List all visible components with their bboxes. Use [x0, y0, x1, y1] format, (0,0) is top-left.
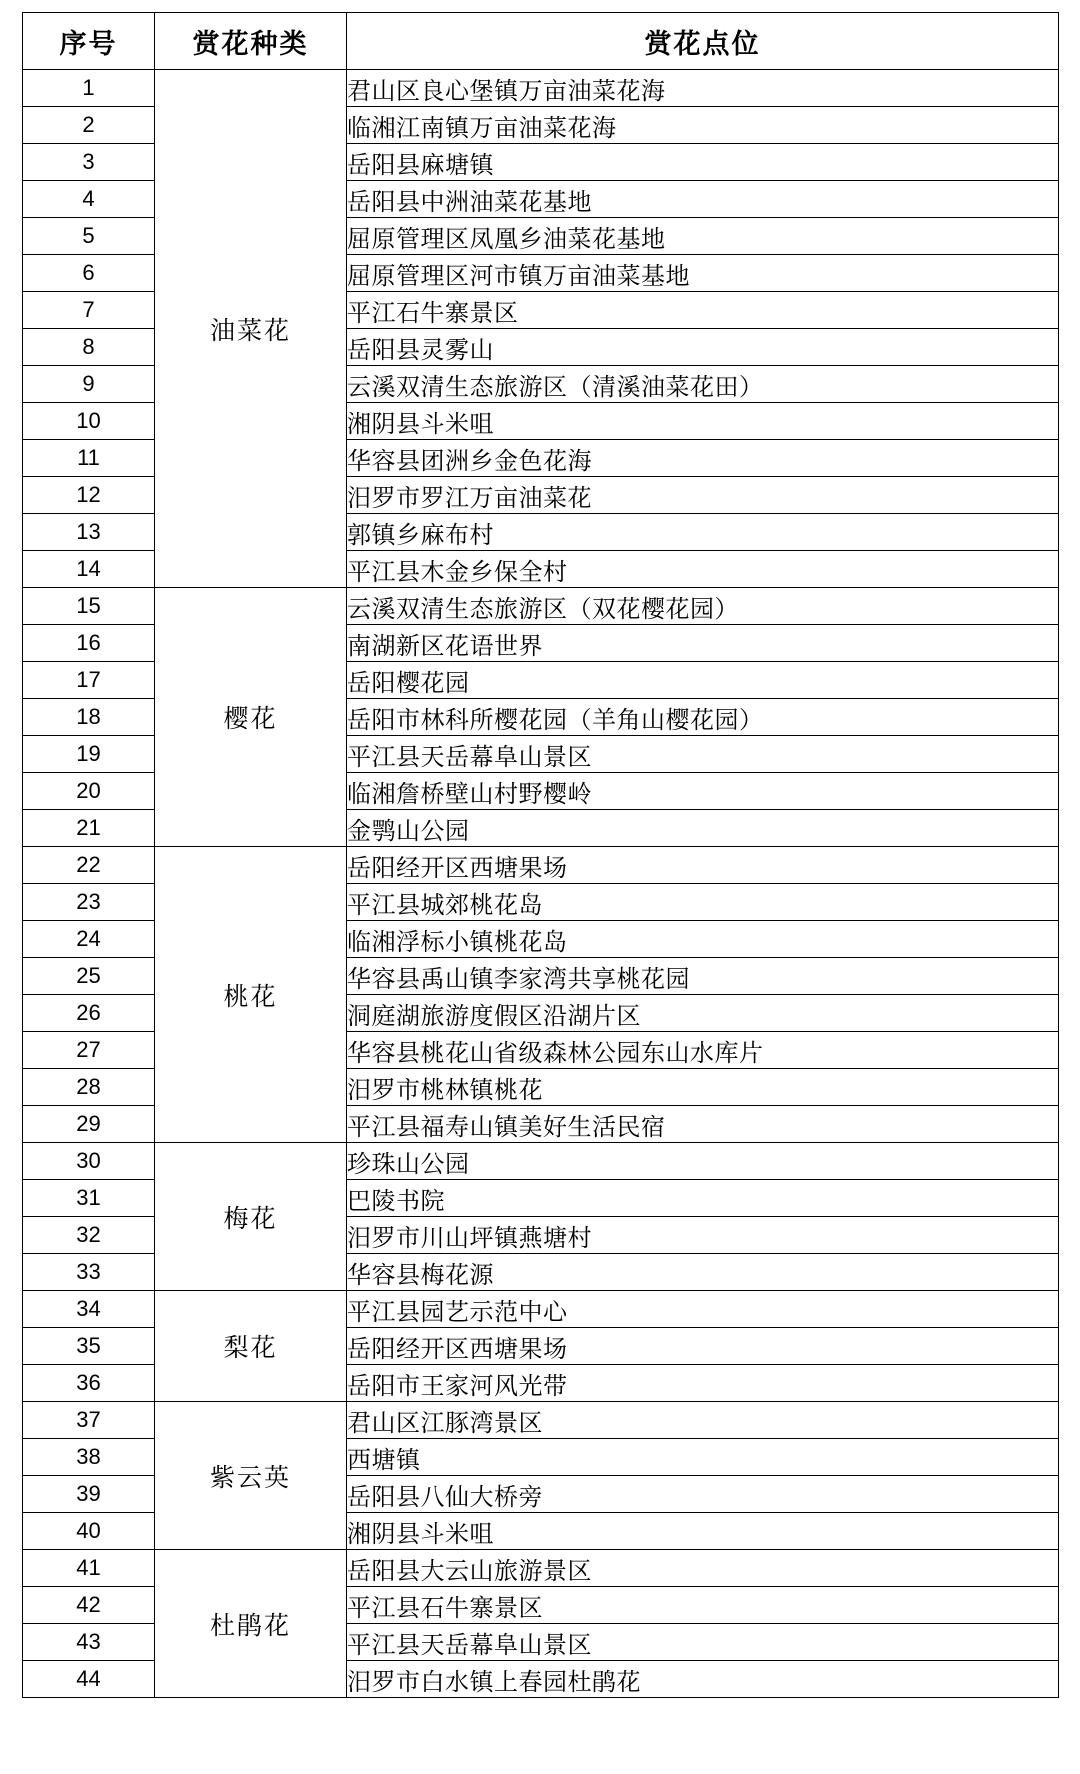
- viewing-site-cell: 平江县城郊桃花岛: [347, 884, 1059, 921]
- viewing-site-cell: 平江县天岳幕阜山景区: [347, 1624, 1059, 1661]
- table-row: [23, 1402, 1059, 1439]
- table-body: [23, 70, 1059, 1698]
- row-index-cell: 5: [23, 218, 155, 255]
- row-index-cell: 40: [23, 1513, 155, 1550]
- row-index-cell: 32: [23, 1217, 155, 1254]
- table-row: [23, 847, 1059, 884]
- flower-type-cell: 梅花: [155, 1143, 347, 1291]
- viewing-site-cell: 华容县桃花山省级森林公园东山水库片: [347, 1032, 1059, 1069]
- row-index-cell: 29: [23, 1106, 155, 1143]
- row-index-cell: 24: [23, 921, 155, 958]
- row-index-cell: 37: [23, 1402, 155, 1439]
- viewing-site-cell: 珍珠山公园: [347, 1143, 1059, 1180]
- viewing-site-cell: 汨罗市白水镇上春园杜鹃花: [347, 1661, 1059, 1698]
- viewing-site-cell: 云溪双清生态旅游区（清溪油菜花田）: [347, 366, 1059, 403]
- viewing-site-cell: 西塘镇: [347, 1439, 1059, 1476]
- row-index-cell: 13: [23, 514, 155, 551]
- row-index-cell: 26: [23, 995, 155, 1032]
- row-index-cell: 6: [23, 255, 155, 292]
- row-index-cell: 15: [23, 588, 155, 625]
- row-index-cell: 20: [23, 773, 155, 810]
- row-index-cell: 28: [23, 1069, 155, 1106]
- row-index-cell: 43: [23, 1624, 155, 1661]
- row-index-cell: 44: [23, 1661, 155, 1698]
- row-index-cell: 21: [23, 810, 155, 847]
- row-index-cell: 10: [23, 403, 155, 440]
- viewing-site-cell: 华容县梅花源: [347, 1254, 1059, 1291]
- table-row: [23, 1143, 1059, 1180]
- row-index-cell: 34: [23, 1291, 155, 1328]
- flower-type-cell: 桃花: [155, 847, 347, 1143]
- row-index-cell: 12: [23, 477, 155, 514]
- row-index-cell: 17: [23, 662, 155, 699]
- viewing-site-cell: 平江县木金乡保全村: [347, 551, 1059, 588]
- viewing-site-cell: 湘阴县斗米咀: [347, 403, 1059, 440]
- row-index-cell: 38: [23, 1439, 155, 1476]
- viewing-site-cell: 平江县天岳幕阜山景区: [347, 736, 1059, 773]
- flower-type-cell: 梨花: [155, 1291, 347, 1402]
- viewing-site-cell: 屈原管理区河市镇万亩油菜基地: [347, 255, 1059, 292]
- row-index-cell: 25: [23, 958, 155, 995]
- row-index-cell: 42: [23, 1587, 155, 1624]
- viewing-site-cell: 云溪双清生态旅游区（双花樱花园）: [347, 588, 1059, 625]
- row-index-cell: 4: [23, 181, 155, 218]
- flower-type-cell: 杜鹃花: [155, 1550, 347, 1698]
- viewing-site-cell: 汨罗市桃林镇桃花: [347, 1069, 1059, 1106]
- viewing-site-cell: 平江石牛寨景区: [347, 292, 1059, 329]
- column-header-type: 赏花种类: [155, 13, 347, 70]
- viewing-site-cell: 汨罗市川山坪镇燕塘村: [347, 1217, 1059, 1254]
- row-index-cell: 39: [23, 1476, 155, 1513]
- column-header-index: 序号: [23, 13, 155, 70]
- row-index-cell: 36: [23, 1365, 155, 1402]
- viewing-site-cell: 湘阴县斗米咀: [347, 1513, 1059, 1550]
- viewing-site-cell: 岳阳县灵雾山: [347, 329, 1059, 366]
- row-index-cell: 3: [23, 144, 155, 181]
- row-index-cell: 22: [23, 847, 155, 884]
- viewing-site-cell: 平江县园艺示范中心: [347, 1291, 1059, 1328]
- viewing-site-cell: 临湘浮标小镇桃花岛: [347, 921, 1059, 958]
- viewing-site-cell: 华容县团洲乡金色花海: [347, 440, 1059, 477]
- table-row: [23, 70, 1059, 107]
- row-index-cell: 8: [23, 329, 155, 366]
- row-index-cell: 11: [23, 440, 155, 477]
- viewing-site-cell: 南湖新区花语世界: [347, 625, 1059, 662]
- viewing-site-cell: 岳阳县八仙大桥旁: [347, 1476, 1059, 1513]
- table-header: [23, 13, 1059, 70]
- table-row: [23, 1291, 1059, 1328]
- viewing-site-cell: 君山区江豚湾景区: [347, 1402, 1059, 1439]
- row-index-cell: 7: [23, 292, 155, 329]
- viewing-site-cell: 郭镇乡麻布村: [347, 514, 1059, 551]
- row-index-cell: 9: [23, 366, 155, 403]
- row-index-cell: 31: [23, 1180, 155, 1217]
- viewing-site-cell: 岳阳樱花园: [347, 662, 1059, 699]
- table-header-row: [23, 13, 1059, 70]
- flower-type-cell: 紫云英: [155, 1402, 347, 1550]
- viewing-site-cell: 洞庭湖旅游度假区沿湖片区: [347, 995, 1059, 1032]
- row-index-cell: 2: [23, 107, 155, 144]
- viewing-site-cell: 岳阳县麻塘镇: [347, 144, 1059, 181]
- viewing-site-cell: 金鹗山公园: [347, 810, 1059, 847]
- viewing-site-cell: 岳阳经开区西塘果场: [347, 1328, 1059, 1365]
- viewing-site-cell: 汨罗市罗江万亩油菜花: [347, 477, 1059, 514]
- column-header-site: 赏花点位: [347, 13, 1059, 70]
- row-index-cell: 30: [23, 1143, 155, 1180]
- table-row: [23, 1550, 1059, 1587]
- row-index-cell: 16: [23, 625, 155, 662]
- flower-type-cell: 油菜花: [155, 70, 347, 588]
- row-index-cell: 1: [23, 70, 155, 107]
- viewing-site-cell: 华容县禹山镇李家湾共享桃花园: [347, 958, 1059, 995]
- row-index-cell: 41: [23, 1550, 155, 1587]
- row-index-cell: 18: [23, 699, 155, 736]
- viewing-site-cell: 平江县福寿山镇美好生活民宿: [347, 1106, 1059, 1143]
- viewing-site-cell: 君山区良心堡镇万亩油菜花海: [347, 70, 1059, 107]
- viewing-site-cell: 岳阳市林科所樱花园（羊角山樱花园）: [347, 699, 1059, 736]
- viewing-site-cell: 岳阳县中洲油菜花基地: [347, 181, 1059, 218]
- viewing-site-cell: 岳阳市王家河风光带: [347, 1365, 1059, 1402]
- flower-viewing-table: [22, 12, 1059, 1698]
- row-index-cell: 14: [23, 551, 155, 588]
- row-index-cell: 19: [23, 736, 155, 773]
- viewing-site-cell: 岳阳经开区西塘果场: [347, 847, 1059, 884]
- row-index-cell: 35: [23, 1328, 155, 1365]
- row-index-cell: 33: [23, 1254, 155, 1291]
- viewing-site-cell: 临湘詹桥壁山村野樱岭: [347, 773, 1059, 810]
- flower-type-cell: 樱花: [155, 588, 347, 847]
- viewing-site-cell: 岳阳县大云山旅游景区: [347, 1550, 1059, 1587]
- viewing-site-cell: 平江县石牛寨景区: [347, 1587, 1059, 1624]
- table-row: [23, 588, 1059, 625]
- viewing-site-cell: 巴陵书院: [347, 1180, 1059, 1217]
- row-index-cell: 27: [23, 1032, 155, 1069]
- row-index-cell: 23: [23, 884, 155, 921]
- viewing-site-cell: 临湘江南镇万亩油菜花海: [347, 107, 1059, 144]
- viewing-site-cell: 屈原管理区凤凰乡油菜花基地: [347, 218, 1059, 255]
